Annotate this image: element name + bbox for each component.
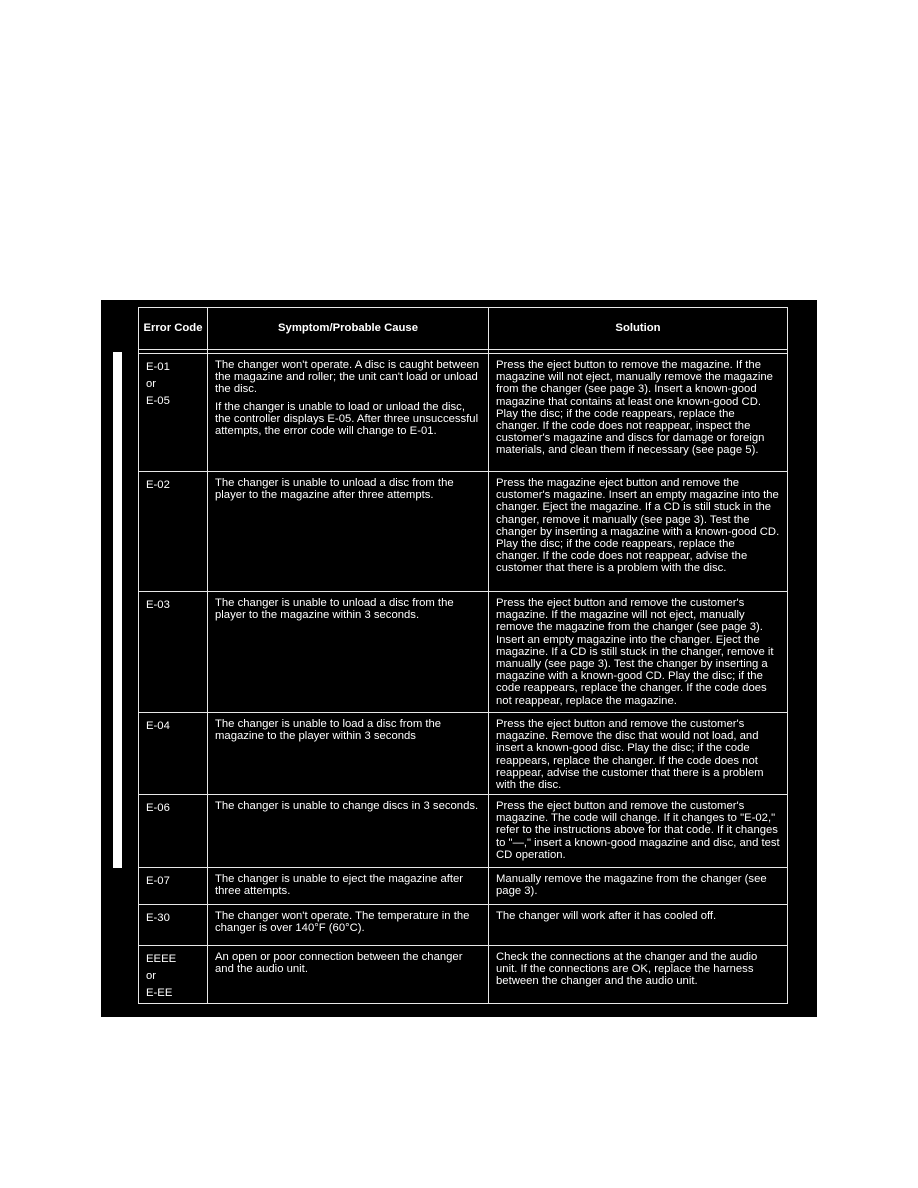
- solution-cell: Press the eject button and remove the customer's magazine. Remove the disc that would not load, and insert a known-good disc. Play the disc; if the code reappears, replace the changer. If the code does not reappear, advise the customer that there is a problem with the disc.: [496, 718, 764, 792]
- error-code: E-30: [146, 912, 170, 924]
- table-row: [139, 795, 787, 868]
- scanned-table-panel: [101, 300, 817, 1017]
- table-row: [139, 713, 787, 795]
- symptom-cause-cell: The changer is unable to eject the magazine after three attempts.: [208, 868, 489, 904]
- error-code: E-03: [146, 599, 170, 611]
- error-code-cell: [139, 946, 208, 1003]
- symptom-cause-cell: An open or poor connection between the changer and the audio unit.: [208, 946, 489, 1003]
- solution-cell: Press the magazine eject button and remove the customer's magazine. Insert an empty magazine into the changer. Eject the magazine. If a CD is still stuck in the changer, remove it manually (see page 3). Test the changer by inserting a magazine with a known-good CD. Play the disc; if the code reappears, replace the changer. If the code does not reappear, advise the customer that there is a problem with the disc.: [496, 477, 780, 575]
- table-row: [139, 946, 787, 1003]
- error-code: E-05: [146, 395, 170, 407]
- table-row: [139, 354, 787, 472]
- solution-cell: Manually remove the magazine from the changer (see page 3).: [496, 873, 767, 898]
- solution-cell: Press the eject button and remove the customer's magazine. If the magazine will not eject, manually remove the magazine from the changer (see page 3). Insert an empty magazine into the changer. Eject the magazine. If a CD is still stuck in the changer, remove it manually (see page 3). Test the changer by inserting a magazine with a known-good CD. Play the disc; if the code reappears, replace the changer. If the code does not reappear, replace the magazine.: [496, 597, 774, 707]
- error-code-connector: or: [146, 970, 157, 982]
- symptom-cause-cell: The changer is unable to load a disc from the magazine to the player within 3 seconds: [208, 713, 489, 794]
- error-code: E-02: [146, 479, 170, 491]
- error-code-cell: [139, 795, 208, 867]
- spacer-cell: [208, 350, 489, 353]
- spacer-cell: [139, 350, 208, 353]
- symptom-cause-cell: [208, 354, 489, 471]
- solution-cell: The changer will work after it has cooled off.: [496, 910, 717, 922]
- error-code-cell: [139, 713, 208, 794]
- symptom-cause-cell: The changer is unable to unload a disc from the player to the magazine after three attempts.: [208, 472, 489, 591]
- table-row: [139, 472, 787, 592]
- error-code-cell: [139, 868, 208, 904]
- table-row: [139, 868, 787, 905]
- table-header-row: [139, 308, 787, 350]
- error-code: E-06: [146, 802, 170, 814]
- margin-bar: [113, 352, 122, 868]
- error-code-connector: or: [146, 378, 157, 390]
- error-code-cell: [139, 905, 208, 945]
- solution-cell: Press the eject button to remove the magazine. If the magazine will not eject, manually remove the magazine from the changer (see page 3). Insert a known-good magazine that contains at least one known-good CD. Play the disc; if the code reappears, replace the changer. If the code does not reappear, inspect the customer's magazine and discs for damage or foreign materials, and clean them if necessary (see page 5).: [496, 359, 773, 457]
- header-error-code: Error Code: [139, 308, 208, 349]
- solution-cell: Check the connections at the changer and the audio unit. If the connections are OK, replace the harness between the changer and the audio unit.: [496, 951, 758, 988]
- error-code: E-01: [146, 361, 170, 373]
- error-code: E-04: [146, 720, 170, 732]
- symptom-text: If the changer is unable to load or unload the disc, the controller displays E-05. After three unsuccessful attempts, the error code will change to E-01.: [215, 400, 479, 438]
- header-solution: Solution: [615, 322, 661, 335]
- symptom-cause-cell: The changer won't operate. The temperature in the changer is over 140°F (60°C).: [208, 905, 489, 945]
- error-code-table: [138, 307, 788, 1004]
- error-code-cell: [139, 472, 208, 591]
- symptom-text: The changer won't operate. A disc is caught between the magazine and roller; the unit can't load or unload the disc.: [215, 359, 480, 396]
- table-row: [139, 592, 787, 713]
- error-code: E-07: [146, 875, 170, 887]
- table-row: [139, 905, 787, 946]
- symptom-cause-cell: The changer is unable to unload a disc from the player to the magazine within 3 seconds.: [208, 592, 489, 712]
- error-code: E-EE: [146, 987, 173, 999]
- error-code: EEEE: [146, 953, 177, 965]
- spacer-cell: [489, 350, 787, 353]
- error-code-cell: [139, 592, 208, 712]
- error-code-cell: [139, 354, 208, 471]
- symptom-cause-cell: The changer is unable to change discs in 3 seconds.: [208, 795, 489, 867]
- header-symptom-cause: Symptom/Probable Cause: [208, 308, 489, 349]
- solution-cell: Press the eject button and remove the customer's magazine. The code will change. If it changes to "E-02," refer to the instructions above for that code. If it changes to "—," insert a known-good magazine and disc, and test CD operation.: [496, 800, 780, 861]
